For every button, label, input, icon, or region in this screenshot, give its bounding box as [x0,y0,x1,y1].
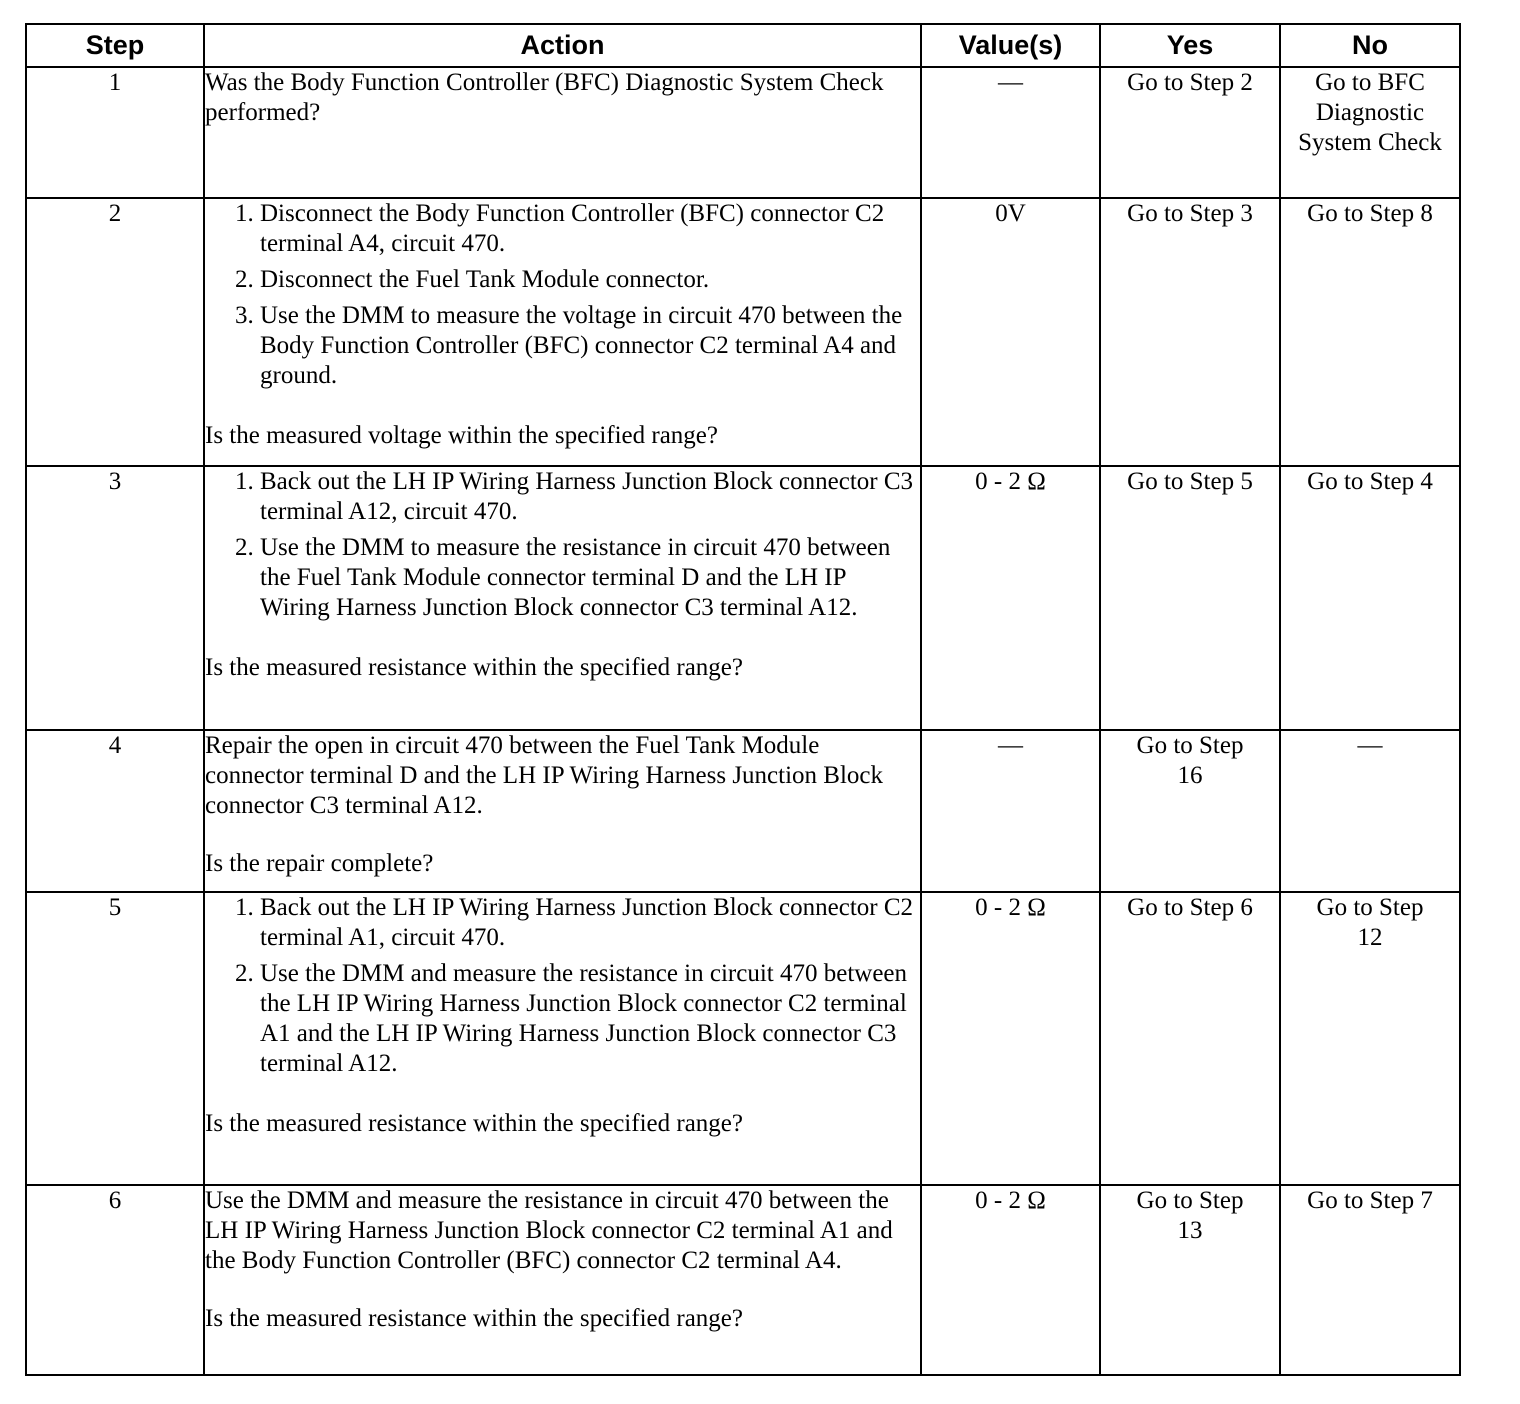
yes-cell: Go to Step 5 [1100,466,1280,730]
no-cell [1280,892,1460,1185]
header-yes: Yes [1100,24,1280,67]
yes-cell: Go to Step 3 [1100,198,1280,466]
action-step: 3. Use the DMM to measure the voltage in circuit 470 between the Body Function Controller (BFC) connector C2 terminal A4 and ground. [260,301,920,391]
action-text: Use the DMM and measure the resistance in circuit 470 between the LH IP Wiring Harness Junction Block connector C2 terminal A1 and the Body Function Controller (BFC) connector C2 terminal A4. [205,1187,893,1274]
no-cell: — [1280,730,1460,892]
value-cell: 0 - 2 Ω [921,892,1100,1185]
no-cell: Go to Step 7 [1280,1185,1460,1375]
diagnostic-table [25,23,1461,1376]
action-question: Is the measured voltage within the specified range? [205,422,719,449]
table-row [26,67,1460,198]
value-cell: 0 - 2 Ω [921,1185,1100,1375]
action-cell [204,892,921,1185]
action-step: 2. Use the DMM to measure the resistance in circuit 470 between the Fuel Tank Module connector terminal D and the LH IP Wiring Harness Junction Block connector C3 terminal A12. [260,533,920,623]
header-action: Action [204,24,921,67]
action-step: 2. Disconnect the Fuel Tank Module connector. [260,265,920,295]
yes-cell: Go to Step 6 [1100,892,1280,1185]
table-row [26,730,1460,892]
action-question: Is the measured resistance within the specified range? [205,654,743,681]
table-row [26,198,1460,466]
action-question: Is the measured resistance within the specified range? [205,1110,743,1137]
action-cell [204,1185,921,1375]
header-row [26,24,1460,67]
step-number: 3 [26,466,204,730]
yes-cell: Go to Step 2 [1100,67,1280,198]
table-row [26,466,1460,730]
table-row [26,1185,1460,1375]
action-step: 1. Disconnect the Body Function Controller (BFC) connector C2 terminal A4, circuit 470. [260,199,920,259]
value-cell: — [921,67,1100,198]
value-cell: — [921,730,1100,892]
no-text: Go to BFC Diagnostic System Check [1298,69,1442,156]
yes-text: Go to Step 13 [1136,1187,1244,1244]
no-cell: Go to Step 8 [1280,198,1460,466]
no-cell: Go to Step 4 [1280,466,1460,730]
yes-text: Go to Step 16 [1136,732,1244,789]
value-cell: 0 - 2 Ω [921,466,1100,730]
yes-cell [1100,730,1280,892]
action-steps [205,893,920,1079]
step-number: 5 [26,892,204,1185]
no-text: Go to Step 12 [1316,894,1424,951]
step-number: 2 [26,198,204,466]
action-step: 1. Back out the LH IP Wiring Harness Junction Block connector C3 terminal A12, circuit 470. [260,467,920,527]
step-number: 4 [26,730,204,892]
action-step: 2. Use the DMM and measure the resistance in circuit 470 between the LH IP Wiring Harness Junction Block connector C2 terminal A1 and the LH IP Wiring Harness Junction Block connector C3 terminal A12. [260,959,920,1079]
action-cell [204,198,921,466]
step-number: 6 [26,1185,204,1375]
step-number: 1 [26,67,204,198]
action-steps [205,199,920,391]
action-text: Repair the open in circuit 470 between the Fuel Tank Module connector terminal D and the LH IP Wiring Harness Junction Block connector C3 terminal A12. [205,732,884,819]
table-row [26,892,1460,1185]
action-step: 1. Back out the LH IP Wiring Harness Junction Block connector C2 terminal A1, circuit 470. [260,893,920,953]
value-cell: 0V [921,198,1100,466]
action-cell [204,466,921,730]
action-question: Is the repair complete? [205,850,434,877]
action-text: Was the Body Function Controller (BFC) Diagnostic System Check performed? [205,69,884,126]
action-cell [204,730,921,892]
action-cell [204,67,921,198]
header-values: Value(s) [921,24,1100,67]
no-cell [1280,67,1460,198]
action-question: Is the measured resistance within the specified range? [205,1305,743,1332]
action-steps [205,467,920,623]
yes-cell [1100,1185,1280,1375]
header-step: Step [26,24,204,67]
header-no: No [1280,24,1460,67]
